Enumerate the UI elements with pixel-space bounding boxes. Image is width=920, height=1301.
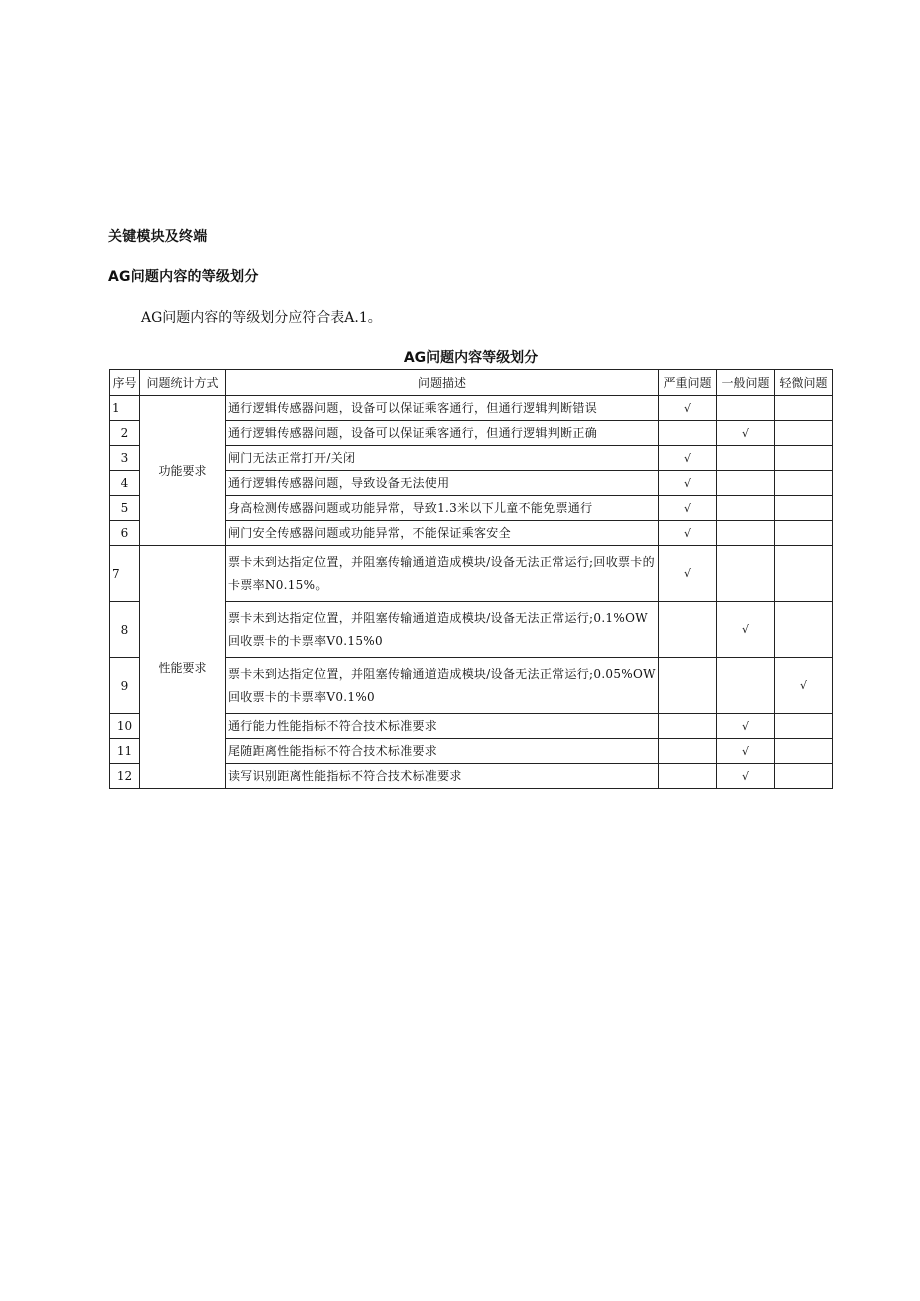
general-check: √ (717, 602, 775, 658)
general-check (717, 496, 775, 521)
severe-check: √ (659, 396, 717, 421)
severe-check (659, 602, 717, 658)
minor-check: √ (775, 658, 833, 714)
minor-check (775, 546, 833, 602)
minor-check (775, 496, 833, 521)
header-method: 问题统计方式 (140, 370, 226, 396)
severe-check (659, 421, 717, 446)
general-check: √ (717, 764, 775, 789)
section-heading: 关键模块及终端 (108, 229, 208, 245)
problem-grade-table (109, 369, 833, 789)
category-performance: 性能要求 (140, 546, 226, 789)
row-description: 票卡未到达指定位置，并阻塞传输通道造成模块/设备无法正常运行;回收票卡的卡票率N0.15%。 (226, 546, 659, 602)
minor-check (775, 471, 833, 496)
severe-check (659, 764, 717, 789)
row-seq: 2 (110, 421, 140, 446)
severe-check: √ (659, 521, 717, 546)
table-title: AG问题内容等级划分 (403, 350, 539, 366)
severe-check: √ (659, 496, 717, 521)
row-description: 通行逻辑传感器问题，设备可以保证乘客通行，但通行逻辑判断错误 (226, 396, 659, 421)
general-check (717, 521, 775, 546)
row-description: 票卡未到达指定位置，并阻塞传输通道造成模块/设备无法正常运行;0.05%OW回收票卡的卡票率V0.1%0 (226, 658, 659, 714)
minor-check (775, 396, 833, 421)
row-seq: 3 (110, 446, 140, 471)
minor-check (775, 421, 833, 446)
severe-check: √ (659, 546, 717, 602)
table-row (110, 546, 833, 602)
row-description: 身高检测传感器问题或功能异常，导致1.3米以下儿童不能免票通行 (226, 496, 659, 521)
general-check (717, 446, 775, 471)
minor-check (775, 446, 833, 471)
body-paragraph: AG问题内容的等级划分应符合表A.1。 (141, 310, 382, 326)
row-description: 闸门安全传感器问题或功能异常，不能保证乘客安全 (226, 521, 659, 546)
row-description: 票卡未到达指定位置，并阻塞传输通道造成模块/设备无法正常运行;0.1%OW回收票卡的卡票率V0.15%0 (226, 602, 659, 658)
minor-check (775, 521, 833, 546)
row-description: 通行能力性能指标不符合技术标准要求 (226, 714, 659, 739)
row-seq: 11 (110, 739, 140, 764)
row-seq: 1 (110, 396, 140, 421)
header-seq: 序号 (110, 370, 140, 396)
row-seq: 9 (110, 658, 140, 714)
general-check (717, 396, 775, 421)
general-check: √ (717, 739, 775, 764)
row-description: 通行逻辑传感器问题，设备可以保证乘客通行，但通行逻辑判断正确 (226, 421, 659, 446)
row-description: 通行逻辑传感器问题，导致设备无法使用 (226, 471, 659, 496)
minor-check (775, 764, 833, 789)
header-general: 一般问题 (717, 370, 775, 396)
category-functional: 功能要求 (140, 396, 226, 546)
row-description: 尾随距离性能指标不符合技术标准要求 (226, 739, 659, 764)
row-seq: 4 (110, 471, 140, 496)
minor-check (775, 714, 833, 739)
general-check: √ (717, 714, 775, 739)
row-seq: 7 (110, 546, 140, 602)
row-seq: 12 (110, 764, 140, 789)
severe-check (659, 658, 717, 714)
row-description: 闸门无法正常打开/关闭 (226, 446, 659, 471)
subsection-heading: AG问题内容的等级划分 (108, 269, 259, 285)
general-check (717, 658, 775, 714)
general-check (717, 546, 775, 602)
row-seq: 8 (110, 602, 140, 658)
header-severe: 严重问题 (659, 370, 717, 396)
minor-check (775, 739, 833, 764)
general-check (717, 471, 775, 496)
severe-check (659, 739, 717, 764)
row-seq: 5 (110, 496, 140, 521)
table-header-row (110, 370, 833, 396)
severe-check: √ (659, 471, 717, 496)
minor-check (775, 602, 833, 658)
header-description: 问题描述 (226, 370, 659, 396)
row-seq: 10 (110, 714, 140, 739)
severe-check (659, 714, 717, 739)
severe-check: √ (659, 446, 717, 471)
general-check: √ (717, 421, 775, 446)
table-row (110, 396, 833, 421)
row-seq: 6 (110, 521, 140, 546)
header-minor: 轻微问题 (775, 370, 833, 396)
row-description: 读写识别距离性能指标不符合技术标准要求 (226, 764, 659, 789)
